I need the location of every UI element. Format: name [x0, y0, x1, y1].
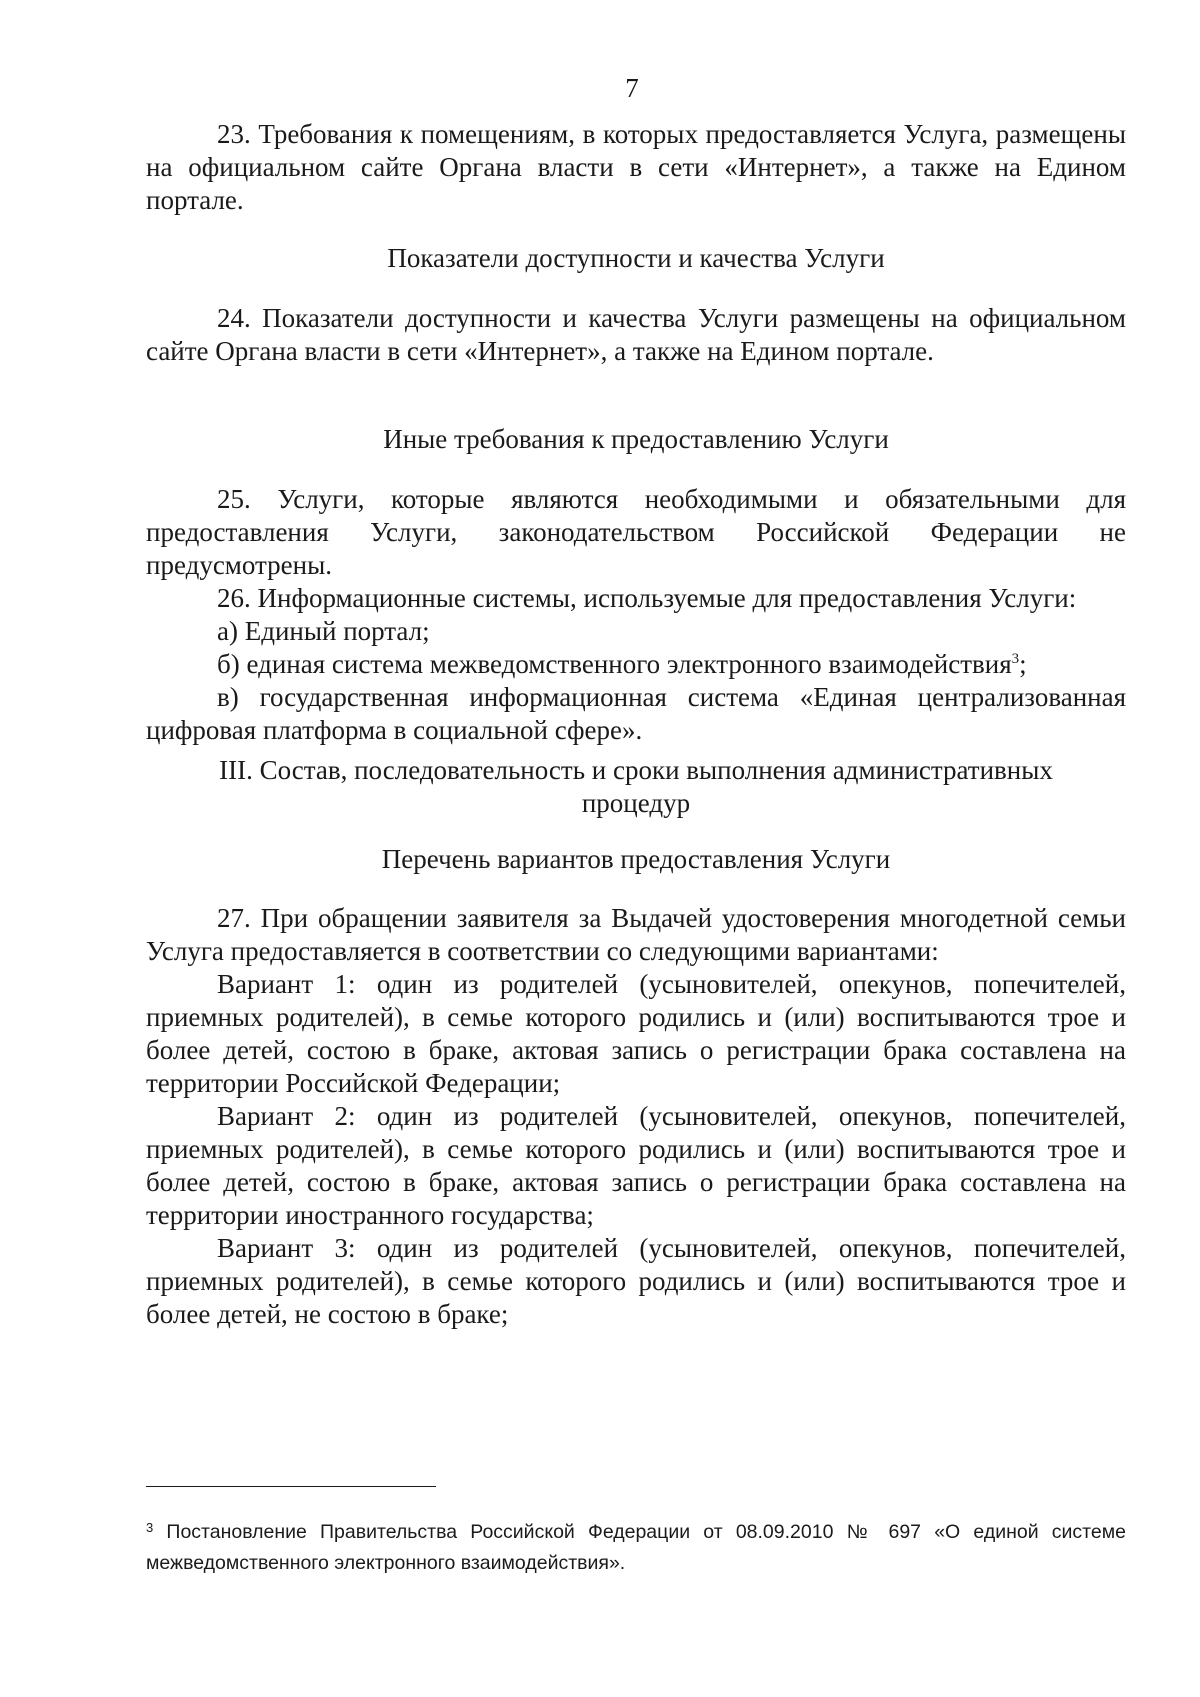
variant-1: Вариант 1: один из родителей (усыновителей, опекунов, попечителей, приемных родителей), в семье которого родились и (или) воспитываются трое и более детей, состою в браке, актовая запись о регистрации брака составлена на территории Российской Федерации; [146, 969, 1126, 1098]
paragraph-23: 23. Требования к помещениям, в которых предоставляется Услуга, размещены на официальном сайте Органа власти в сети «Интернет», а также на Едином портале. [146, 119, 1126, 215]
footnote [146, 1517, 1126, 1579]
heading-block-section3 [146, 754, 1126, 820]
heading-block-variants [146, 843, 1126, 876]
variant-2: Вариант 2: один из родителей (усыновителей, опекунов, попечителей, приемных родителей), в семье которого родились и (или) воспитываются трое и более детей, состою в браке, актовая запись о регистрации брака составлена на территории иностранного государства; [146, 1101, 1126, 1230]
section-other-requirements [146, 483, 1126, 747]
footnote-text: Постановление Правительства Российской Федерации от 08.09.2010 № 697 «О единой системе межведомственного электронного взаимодействия». [146, 1521, 1126, 1574]
heading-section-3-line-1: III. Состав, последовательность и сроки выполнения административных [219, 755, 1053, 785]
variant-3: Вариант 3: один из родителей (усыновителей, опекунов, попечителей, приемных родителей), в семье которого родились и (или) воспитываются трое и более детей, не состою в браке; [146, 1233, 1126, 1329]
section-premises [146, 118, 1126, 217]
page-number: 7 [625, 73, 639, 103]
paragraph-25: 25. Услуги, которые являются необходимыми и обязательными для предоставления Услуги, законодательством Российской Федерации не предусмотрены. [146, 484, 1126, 580]
heading-other-requirements: Иные требования к предоставлению Услуги [383, 424, 889, 454]
list-item-b-text: б) единая система межведомственного электронного взаимодействия [217, 649, 1012, 679]
list-item-b [146, 648, 1126, 681]
footnote-marker: 3 [146, 1520, 154, 1535]
list-item-b-end: ; [1019, 649, 1027, 679]
list-item-c: в) государственная информационная система «Единая централизованная цифровая платформа в социальной сфере». [146, 682, 1126, 745]
heading-accessibility-quality: Показатели доступности и качества Услуги [387, 243, 885, 273]
heading-block-access [146, 242, 1126, 275]
heading-block-other [146, 423, 1126, 456]
paragraph-26: 26. Информационные системы, используемые для предоставления Услуги: [217, 583, 1077, 613]
paragraph-24: 24. Показатели доступности и качества Услуги размещены на официальном сайте Органа власти в сети «Интернет», а также на Едином портале. [146, 303, 1126, 366]
heading-variants: Перечень вариантов предоставления Услуги [381, 844, 891, 874]
section-access [146, 302, 1126, 368]
section-variants [146, 902, 1126, 1331]
footnote-reference: 3 [1011, 651, 1020, 667]
footnote-separator [146, 1486, 436, 1487]
list-item-a: а) Единый портал; [217, 616, 430, 646]
paragraph-27: 27. При обращении заявителя за Выдачей удостоверения многодетной семьи Услуга предоставляется в соответствии со следующими вариантами: [146, 903, 1126, 966]
heading-section-3-line-2: процедур [581, 788, 691, 818]
